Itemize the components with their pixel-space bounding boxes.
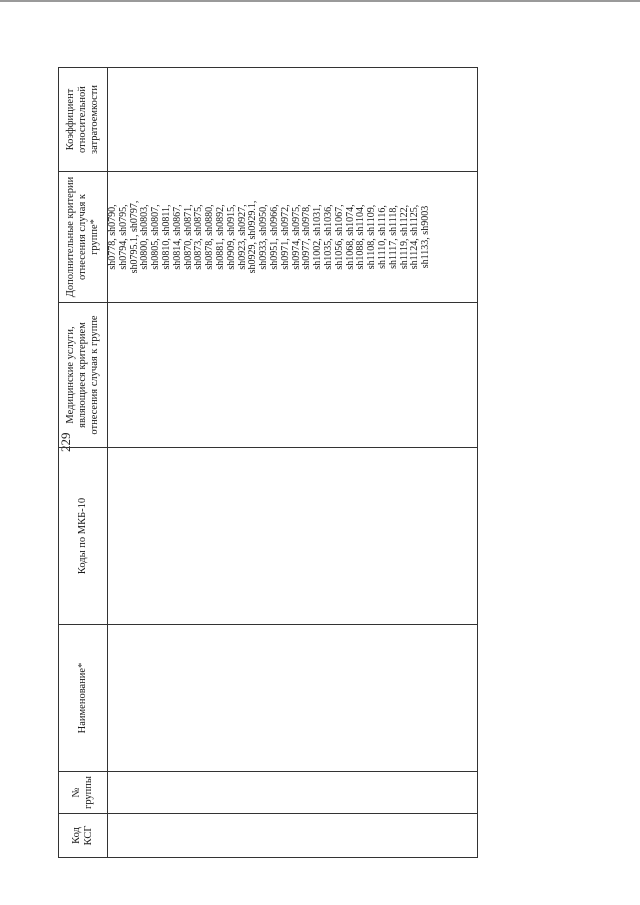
header-medical-services: Медицинские услуги, являющиеся критерием отнесения случая к группе (59, 303, 108, 448)
criteria-line: sh0933, sh0950, (258, 204, 270, 270)
criteria-line: sh0909, sh0915, (225, 204, 237, 270)
header-cost-coefficient: Коэффициент относительной затратоемкости (59, 68, 108, 172)
header-group-number: № группы (59, 772, 108, 814)
criteria-line: sh1088, sh1104, (355, 204, 367, 270)
criteria-line: sh0923, sh0927, (236, 204, 248, 270)
criteria-line: sh0951, sh0966, (268, 204, 280, 270)
criteria-line: sh0778, sh0790, (107, 204, 118, 270)
criteria-line: sh0929, sh0929.1, (247, 200, 259, 274)
header-ksg-code: Код КСГ (59, 814, 108, 858)
criteria-line: sh0794, sh0795, (117, 204, 129, 270)
criteria-line: sh0810, sh0811, (160, 204, 172, 270)
top-rule (0, 0, 640, 2)
cell-ksg-code (108, 814, 478, 858)
criteria-line: sh0974, sh0975, (290, 204, 302, 270)
criteria-line: sh1110, sh1116, (376, 205, 388, 269)
ksg-table (58, 67, 478, 858)
criteria-line: sh0870, sh0871, (182, 204, 194, 270)
criteria-line: sh0814, sh0867, (171, 204, 183, 270)
criteria-line: sh1108, sh1109, (366, 204, 378, 270)
page-number: 229 (58, 432, 73, 452)
header-additional-criteria: Дополнительные критерии отнесения случая к группе* (59, 172, 108, 303)
table-row (108, 68, 478, 858)
criteria-line: sh0805, sh0807, (150, 204, 162, 270)
cell-group-number (108, 772, 478, 814)
criteria-line: sh0873, sh0875, (193, 204, 205, 270)
criteria-line: sh1117, sh1118, (387, 205, 399, 269)
criteria-line: sh1119, sh1122, (398, 204, 410, 270)
criteria-line: sh0881, sh0892, (214, 204, 226, 270)
cell-additional-criteria (108, 172, 478, 303)
header-name: Наименование* (59, 625, 108, 772)
criteria-line: sh1002, sh1031, (312, 204, 324, 270)
criteria-line: sh0800, sh0803, (139, 204, 151, 270)
cell-medical-services (108, 303, 478, 448)
criteria-line: sh1124, sh1125, (409, 204, 421, 270)
criteria-line: sh0977, sh0978, (301, 204, 313, 270)
criteria-line: sh1068, sh1074, (344, 204, 356, 270)
rotated-table-container (58, 68, 478, 858)
criteria-line: sh1133, sh9003 (420, 205, 432, 269)
cell-mkb10-codes (108, 448, 478, 625)
header-mkb10-codes: Коды по МКБ-10 (59, 448, 108, 625)
cell-cost-coefficient (108, 68, 478, 172)
criteria-line: sh0971, sh0972, (279, 204, 291, 270)
cell-name (108, 625, 478, 772)
criteria-line: sh0795.1, sh0797, (128, 200, 140, 274)
criteria-line: sh1035, sh1036, (322, 204, 334, 270)
table-header-row (59, 68, 108, 858)
criteria-line: sh0878, sh0880, (204, 204, 216, 270)
criteria-line: sh1056, sh1067, (333, 204, 345, 270)
